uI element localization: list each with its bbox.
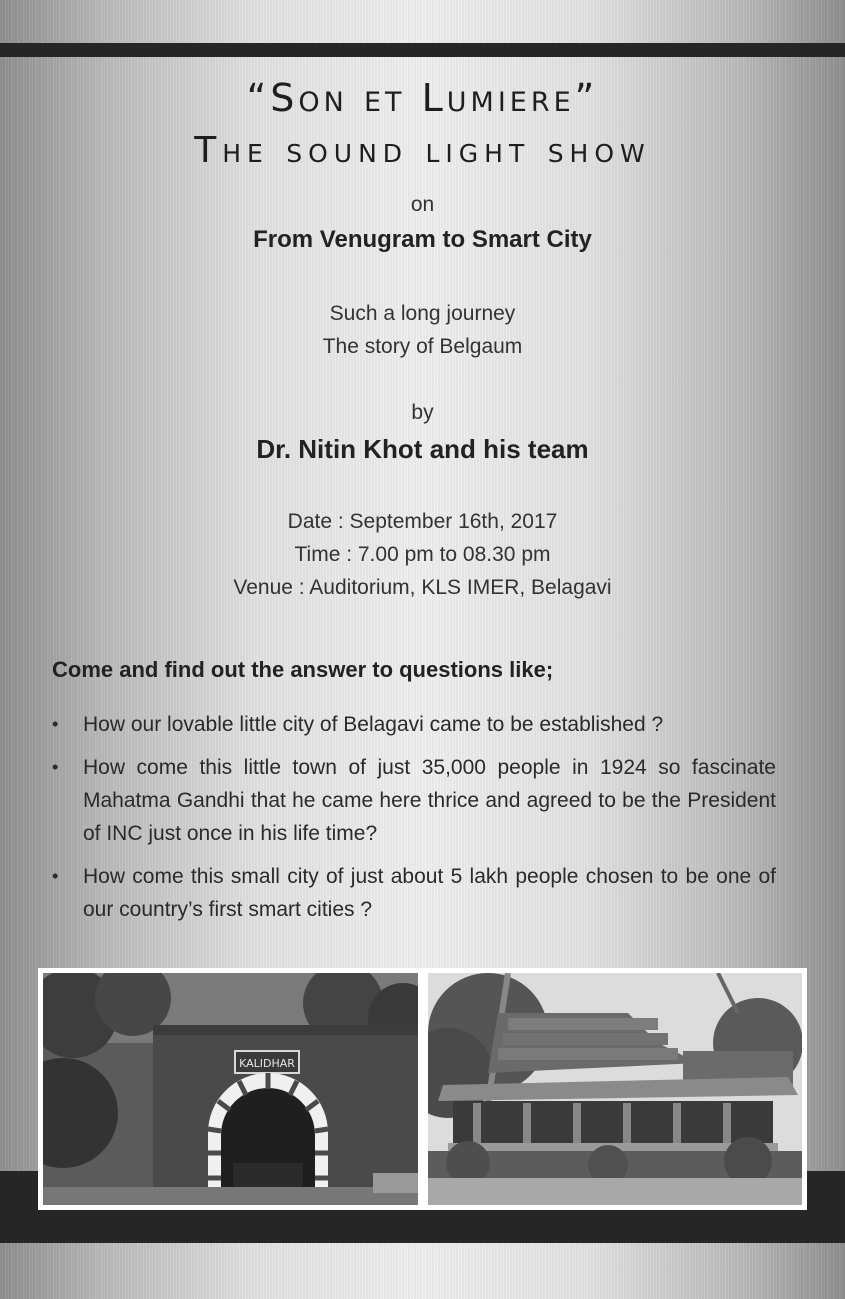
- kalidhar-gate-photo: [38, 968, 423, 1210]
- event-time: Time : 7.00 pm to 08.30 pm: [294, 543, 551, 566]
- list-item: [52, 751, 776, 850]
- bullet-icon: •: [52, 757, 59, 777]
- question-text: How our lovable little city of Belagavi came to be established ?: [83, 713, 664, 736]
- show-subtitle: From Venugram to Smart City: [253, 226, 592, 253]
- list-item: [52, 708, 776, 741]
- author-name: Dr. Nitin Khot and his team: [256, 434, 589, 464]
- event-venue: Venue : Auditorium, KLS IMER, Belagavi: [233, 576, 612, 599]
- title-line-2: The sound light show: [194, 130, 651, 171]
- temple-photo: [423, 968, 807, 1210]
- gate-illustration: [43, 973, 418, 1205]
- journey-line-1: Such a long journey: [329, 302, 516, 325]
- by-text: by: [411, 401, 434, 424]
- question-text: How come this little town of just 35,000 people in 1924 so fascinate Mahatma Gandhi that he came here thrice and agreed to be the President of INC just once in his life time?: [83, 756, 776, 845]
- journey-line-2: The story of Belgaum: [322, 335, 523, 358]
- gate-sign-text: KALIDHAR: [239, 1057, 295, 1070]
- bullet-icon: •: [52, 866, 59, 886]
- questions-list: [52, 708, 776, 936]
- questions-heading: Come and find out the answer to questions like;: [52, 657, 554, 682]
- on-text: on: [410, 193, 435, 216]
- top-dark-band: [0, 43, 845, 57]
- question-text: How come this small city of just about 5 lakh people chosen to be one of our country’s first smart cities ?: [83, 865, 776, 921]
- temple-illustration: [428, 973, 802, 1205]
- title-line-1: “Son et Lumiere”: [246, 76, 599, 120]
- bullet-icon: •: [52, 714, 59, 734]
- event-date: Date : September 16th, 2017: [287, 510, 558, 533]
- list-item: [52, 860, 776, 926]
